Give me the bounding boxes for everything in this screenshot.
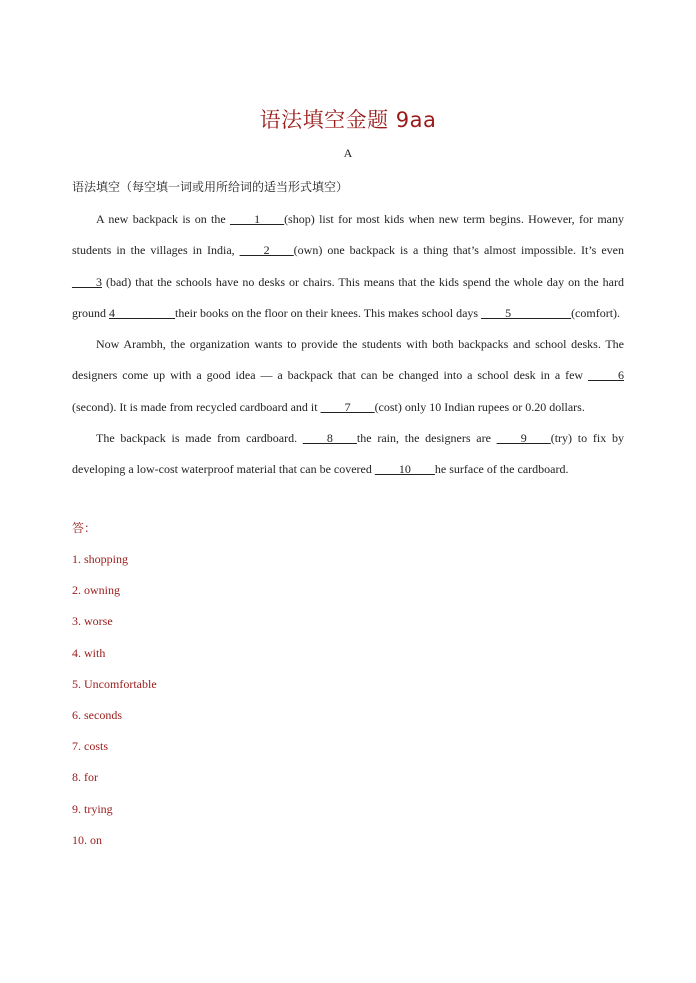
text-segment: The backpack is made from cardboard. — [96, 431, 303, 446]
text-segment: (bad) that the schools have no desks or chairs. This means that the kids spend the whole day on the hard ground — [72, 274, 624, 320]
text-segment: (second). It is made from recycled cardboard and it — [72, 399, 321, 414]
text-segment: (try) to fix by developing a low-cost waterproof material that can be covered — [72, 431, 625, 477]
answer-item: 4. with — [72, 645, 106, 660]
blank-4: 4__________ — [109, 305, 175, 320]
answer-item: 5. Uncomfortable — [72, 676, 157, 691]
text-segment: he surface of the cardboard. — [434, 462, 569, 477]
text-segment: (shop) list for most kids when new term begins. However, for many students in the villages in India, — [72, 212, 625, 258]
blank-6: _____6 — [588, 368, 624, 383]
answer-list — [72, 547, 157, 859]
blank-9: ____9____ — [496, 431, 551, 446]
blank-10: ____10____ — [374, 462, 435, 477]
passage — [72, 204, 624, 486]
answer-item: 10. on — [72, 832, 102, 847]
text-segment: (comfort). — [571, 305, 621, 320]
answer-item: 2. owning — [72, 583, 120, 598]
blank-7: ____7____ — [320, 399, 375, 414]
text-segment: the rain, the designers are — [356, 431, 497, 446]
text-segment: their books on the floor on their knees. This makes school days — [175, 305, 482, 320]
blank-3: ____3 — [72, 274, 102, 289]
answer-item: 1. shopping — [72, 552, 129, 566]
paragraph-1 — [72, 204, 624, 329]
page-title: 语法填空金题 9aa — [259, 108, 437, 132]
blank-8: ____8____ — [302, 431, 357, 446]
blank-2: ____2____ — [239, 243, 294, 258]
blank-5: ____5__________ — [481, 305, 572, 320]
answer-item: 6. seconds — [72, 707, 122, 722]
section-label: A — [343, 146, 353, 160]
paragraph-3 — [72, 423, 624, 486]
answers-heading: 答： — [72, 521, 97, 535]
text-segment: Now Arambh, the organization wants to provide the students with both backpacks and school desks. The designers come up with a good idea — a backpack that can be changed into a school desk in a few — [72, 337, 624, 383]
answer-item: 7. costs — [72, 739, 108, 754]
text-segment: (own) one backpack is a thing that’s almost impossible. It’s even — [293, 243, 624, 258]
paragraph-2 — [72, 329, 624, 423]
instruction-text: 语法填空（每空填一词或用所给词的适当形式填空） — [72, 180, 349, 194]
answer-item: 3. worse — [72, 614, 113, 629]
text-segment: A new backpack is on the — [96, 212, 231, 226]
answer-item: 8. for — [72, 770, 98, 785]
text-segment: (cost) only 10 Indian rupees or 0.20 dollars. — [374, 399, 585, 414]
answer-item: 9. trying — [72, 801, 113, 816]
blank-1: ____1____ — [230, 212, 285, 226]
